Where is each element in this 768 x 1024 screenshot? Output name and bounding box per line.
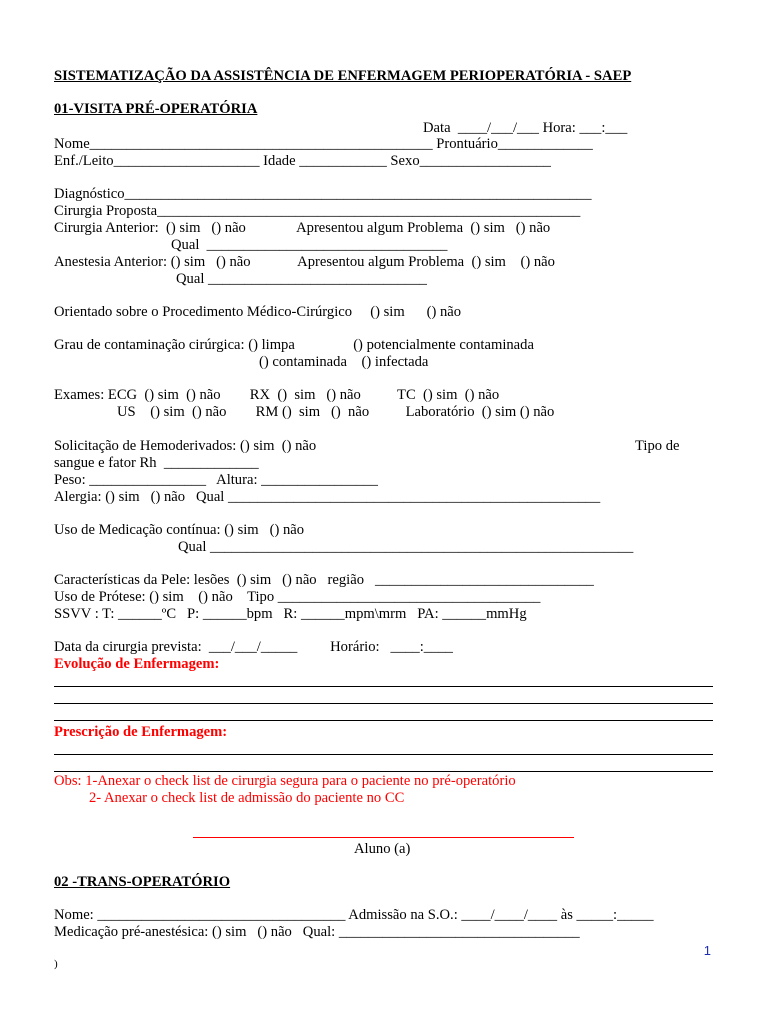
observation-2: 2- Anexar o check list de admissão do paciente no CC [89,790,405,806]
nursing-evolution-heading: Evolução de Enfermagem: [54,656,220,672]
prosthesis-field: Uso de Prótese: () sim () não Tipo ____________________________________ [54,589,541,605]
previous-anesthesia-which-field: Qual ______________________________ [176,271,427,287]
exams-row-1: Exames: ECG () sim () não RX () sim () não TC () sim () não [54,387,500,403]
skin-characteristics-field: Características da Pele: lesões () sim () não região ______________________________ [54,572,594,588]
section-heading-trans-operatorio: 02 -TRANS-OPERATÓRIO [54,874,231,890]
evolution-line [54,703,713,704]
name-record-field: Nome_______________________________________________ Prontuário_____________ [54,136,593,152]
continuous-medication-field: Uso de Medicação contínua: () sim () não [54,522,305,538]
footer-mark: ) [54,958,58,970]
evolution-line [54,686,713,687]
contamination-grade-field: Grau de contaminação cirúrgica: () limpa () potencialmente contaminada [54,337,534,353]
exams-row-2: US () sim () não RM () sim () não Laboratório () sim () não [117,404,555,420]
previous-surgery-field: Cirurgia Anterior: () sim () não Apresentou algum Problema () sim () não [54,220,551,236]
previous-anesthesia-field: Anestesia Anterior: () sim () não Apresentou algum Problema () sim () não [54,254,555,270]
document-title: SISTEMATIZAÇÃO DA ASSISTÊNCIA DE ENFERMAGEM PERIOPERATÓRIA - SAEP [54,68,632,84]
continuous-medication-which-field: Qual __________________________________________________________ [178,539,634,555]
signature-line [193,837,574,838]
vital-signs-field: SSVV : T: ______ºC P: ______bpm R: ______mpm\mrm PA: ______mmHg [54,606,527,622]
proposed-surgery-field: Cirurgia Proposta__________________________________________________________ [54,203,581,219]
previous-surgery-which-field: Qual _________________________________ [171,237,448,253]
name-admission-field: Nome: __________________________________ Admissão na S.O.: ____/____/____ às _____:_____ [54,907,654,923]
oriented-procedure-field: Orientado sobre o Procedimento Médico-Cirúrgico () sim () não [54,304,462,320]
diagnosis-field: Diagnóstico________________________________________________________________ [54,186,592,202]
blood-type-label: Tipo de [635,438,680,454]
observation-1: Obs: 1-Anexar o check list de cirurgia segura para o paciente no pré-operatório [54,773,516,789]
prescription-line [54,754,713,755]
blood-products-field: Solicitação de Hemoderivados: () sim () não [54,438,317,454]
section-heading-pre-operatoria: 01-VISITA PRÉ-OPERATÓRIA [54,101,258,117]
date-time-field: Data ____/___/___ Hora: ___:___ [423,120,628,136]
evolution-line [54,720,713,721]
contamination-grade-options: () contaminada () infectada [259,354,429,370]
nursing-prescription-heading: Prescrição de Enfermagem: [54,724,228,740]
student-signature-label: Aluno (a) [354,841,411,857]
allergy-field: Alergia: () sim () não Qual ___________________________________________________ [54,489,601,505]
surgery-date-field: Data da cirurgia prevista: ___/___/_____ Horário: ____:____ [54,639,453,655]
blood-type-field: sangue e fator Rh _____________ [54,455,259,471]
bed-age-sex-field: Enf./Leito____________________ Idade ____________ Sexo__________________ [54,153,551,169]
prescription-line [54,771,713,772]
page-number: 1 [703,943,711,958]
weight-height-field: Peso: ________________ Altura: ________________ [54,472,378,488]
pre-anesthetic-medication-field: Medicação pré-anestésica: () sim () não Qual: _________________________________ [54,924,580,940]
